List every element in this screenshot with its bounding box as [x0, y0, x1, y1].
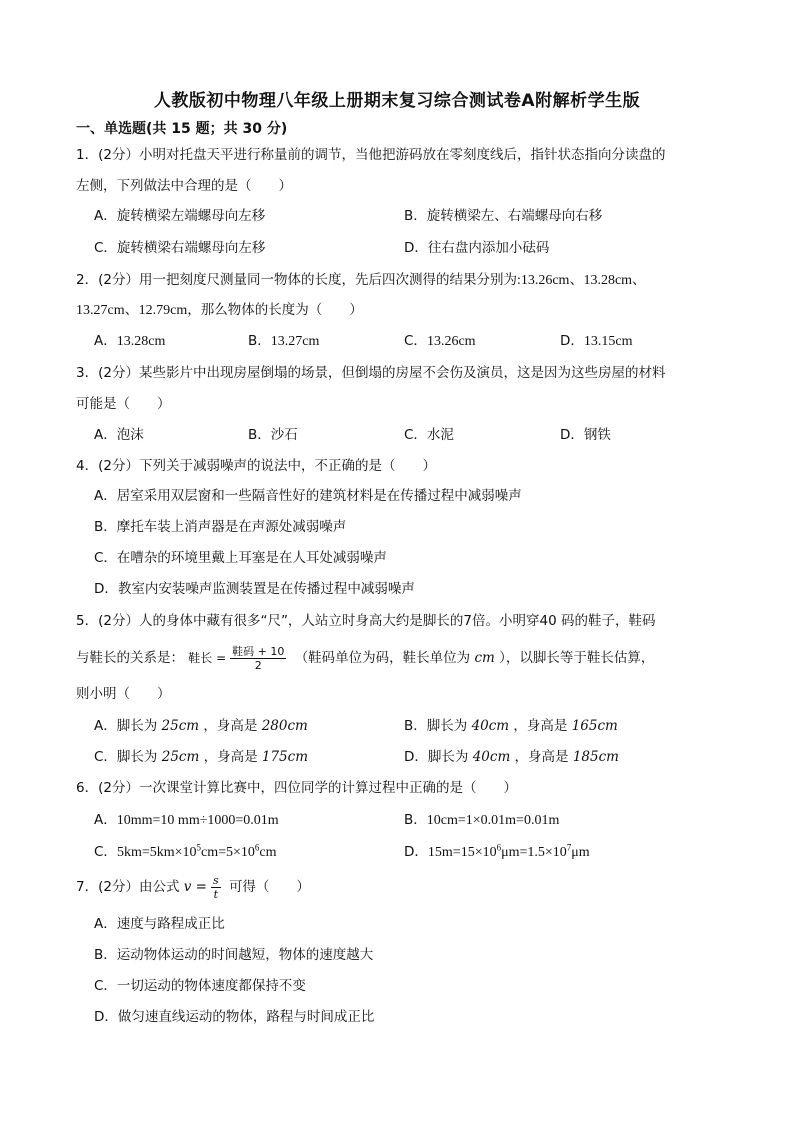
q4-option-c: C．在嘈杂的环境里戴上耳塞是在人耳处减弱噪声: [94, 550, 387, 566]
option-text: A．脚长为: [94, 718, 158, 734]
option-value: 185cm: [572, 749, 619, 765]
option-text: B．脚长为: [404, 718, 468, 734]
exponent: 5: [196, 842, 202, 853]
value-part: cm: [259, 845, 277, 860]
q5-option-b: [404, 716, 618, 736]
exponent: 6: [254, 842, 260, 853]
exponent: 6: [496, 842, 502, 853]
option-value: 10mm=10 mm÷1000=0.01m: [116, 813, 279, 828]
option-value: 40cm: [471, 718, 510, 734]
q6-option-c: [94, 842, 277, 863]
q5-formula-fraction: [230, 645, 286, 672]
option-letter: D．: [404, 844, 428, 860]
option-value: 25cm: [161, 749, 200, 765]
q7-stem-text2: 可得（ ）: [228, 879, 310, 895]
q5-unit: cm: [474, 650, 495, 666]
q7-option-b: B．运动物体运动的时间越短，物体的速度越大: [94, 947, 374, 963]
q2-option-c: [404, 331, 476, 352]
q2-stem-text2: ，那么物体的长度为（ ）: [187, 302, 363, 318]
value-part: 15m=15×10: [427, 845, 497, 860]
option-letter: A．: [94, 812, 117, 828]
q7-stem-text: 7．(2分）由公式: [76, 879, 180, 895]
q1-option-d: D．往右盘内添加小砝码: [404, 240, 550, 256]
value-part: 5km=5km×10: [116, 845, 197, 860]
q1-option-a: A．旋转横梁左端螺母向左移: [94, 208, 266, 224]
q3-option-a: A．泡沫: [94, 427, 144, 443]
option-value: [116, 842, 277, 860]
q1-option-c: C．旋转横梁右端螺母向左移: [94, 240, 266, 256]
q4-option-a: A．居室采用双层窗和一些隔音性好的建筑材料是在传播过程中减弱噪声: [94, 488, 522, 504]
q7-option-c: C．一切运动的物体速度都保持不变: [94, 978, 306, 994]
q6-option-d: [404, 842, 590, 863]
option-value: 25cm: [161, 718, 200, 734]
option-value: [427, 842, 590, 860]
option-letter: D．: [560, 333, 584, 349]
q4-option-b: B．摩托车装上消声器是在声源处减弱噪声: [94, 519, 347, 535]
option-text: ，身高是: [514, 749, 569, 765]
option-value: 13.26cm: [426, 334, 476, 349]
q2-stem-line1: [76, 270, 646, 291]
q4-option-d: D．教室内安装噪声监测装置是在传播过程中减弱噪声: [94, 581, 415, 597]
q7-formula-fraction: [211, 874, 221, 901]
q2-stem-values: :13.26cm、13.28cm、: [516, 273, 647, 288]
q7-formula-denominator: t: [213, 887, 219, 901]
section-heading: 一、单选题(共 15 题；共 30 分): [76, 121, 288, 137]
q5-formula-numerator: 鞋码 + 10: [232, 644, 285, 658]
q7-option-d: D．做匀速直线运动的物体，路程与时间成正比: [94, 1009, 375, 1025]
value-part: μm=1.5×10: [501, 845, 567, 860]
q3-stem-line2: 可能是（ ）: [76, 396, 171, 412]
page-title: 人教版初中物理八年级上册期末复习综合测试卷A附解析学生版: [153, 91, 641, 111]
value-part: μm: [571, 845, 590, 860]
option-letter: A．: [94, 333, 117, 349]
q3-option-b: B．沙石: [248, 427, 298, 443]
q5-formula-lhs: 鞋长 =: [188, 651, 227, 665]
value-part: cm=5×10: [201, 845, 255, 860]
option-text: C．脚长为: [94, 749, 158, 765]
option-text: D．脚长为: [404, 749, 469, 765]
q5-option-c: [94, 747, 308, 767]
q5-stem-text: 与鞋长的关系是：: [76, 650, 184, 666]
q3-stem-line1: 3．(2分）某些影片中出现房屋倒塌的场景，但倒塌的房屋不会伤及演员，这是因为这些房屋的材料: [76, 365, 666, 381]
option-text: ，身高是: [203, 718, 258, 734]
option-text: ，身高是: [203, 749, 258, 765]
option-letter: C．: [94, 844, 117, 860]
q2-option-d: [560, 331, 633, 352]
exponent: 7: [566, 842, 572, 853]
q2-stem-line2: [76, 300, 363, 321]
q1-stem-line1: 1．(2分）小明对托盘天平进行称量前的调节，当他把游码放在零刻度线后，指针状态指向分读盘的: [76, 147, 666, 163]
option-letter: B．: [404, 812, 427, 828]
option-value: 280cm: [261, 718, 308, 734]
option-text: ，身高是: [513, 718, 568, 734]
q7-formula-numerator: s: [212, 873, 219, 887]
q4-stem: 4．(2分）下列关于减弱噪声的说法中，不正确的是（ ）: [76, 458, 436, 474]
q5-option-a: [94, 716, 308, 736]
q3-option-c: C．水泥: [404, 427, 454, 443]
q7-stem: [76, 872, 310, 902]
q2-stem-values2: 13.27cm、12.79cm: [76, 303, 188, 318]
option-value: 13.28cm: [116, 334, 166, 349]
q5-option-d: [404, 747, 619, 767]
option-value: 175cm: [261, 749, 309, 765]
q6-stem: 6．(2分）一次课堂计算比赛中，四位同学的计算过程中正确的是（ ）: [76, 780, 517, 796]
option-letter: C．: [404, 333, 427, 349]
q2-stem-text: 2．(2分）用一把刻度尺测量同一物体的长度，先后四次测得的结果分别为: [76, 272, 517, 288]
q5-stem-line3: 则小明（ ）: [76, 686, 171, 702]
q6-option-b: [404, 810, 559, 831]
q5-stem-text3: ），以脚长等于鞋长估算，: [499, 650, 655, 666]
q7-formula-lhs: v =: [183, 879, 207, 895]
option-value: 40cm: [472, 749, 511, 765]
q5-stem-text2: （鞋码单位为码，鞋长单位为: [294, 650, 471, 666]
q5-formula-denominator: 2: [254, 658, 262, 672]
q5-stem-line1: 5．(2分）人的身体中藏有很多“尺”，人站立时身高大约是脚长的7倍。小明穿40 码的鞋子，鞋码: [76, 613, 656, 629]
q2-option-a: [94, 331, 165, 352]
q5-stem-line2: [76, 643, 654, 673]
q6-option-a: [94, 810, 279, 831]
q1-option-b: B．旋转横梁左、右端螺母向右移: [404, 208, 603, 224]
option-value: 13.27cm: [270, 334, 320, 349]
q2-option-b: [248, 331, 319, 352]
option-value: 165cm: [571, 718, 618, 734]
q7-option-a: A．速度与路程成正比: [94, 916, 225, 932]
option-letter: B．: [248, 333, 271, 349]
q1-stem-line2: 左侧，下列做法中合理的是（ ）: [76, 178, 292, 194]
q3-option-d: D．钢铁: [560, 427, 611, 443]
option-value: 10cm=1×0.01m=0.01m: [426, 813, 560, 828]
option-value: 13.15cm: [583, 334, 633, 349]
